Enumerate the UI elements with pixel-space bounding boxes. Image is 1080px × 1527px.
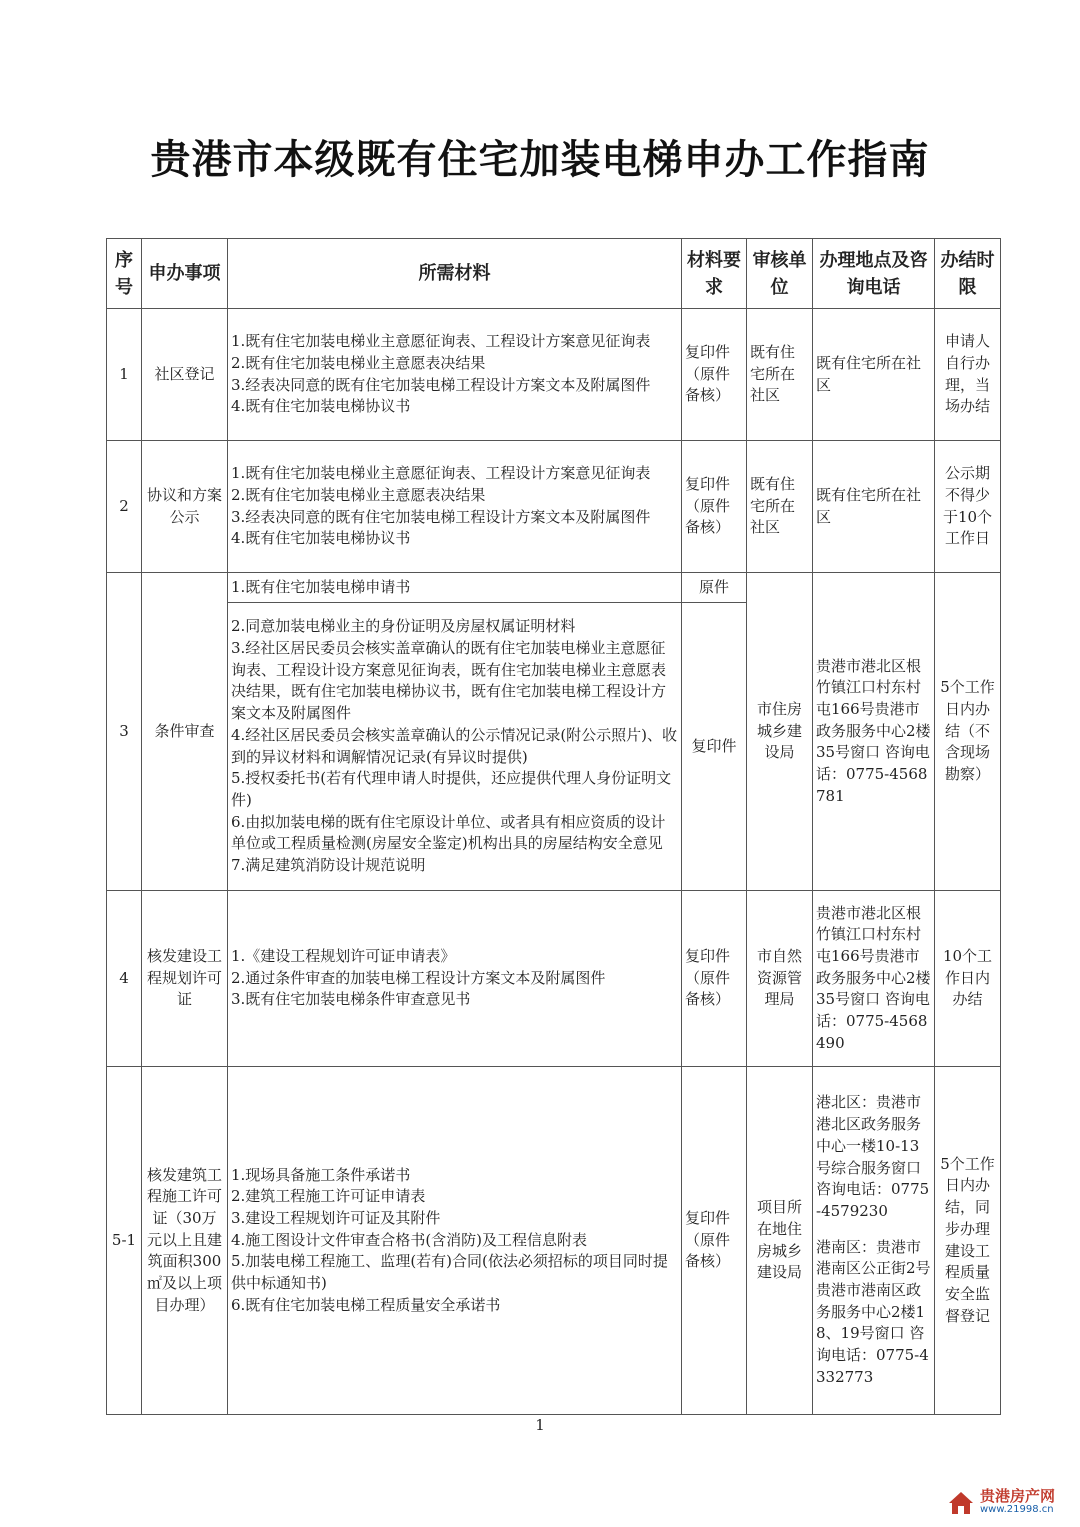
material-item: 2.通过条件审查的加装电梯工程设计方案文本及附属图件 — [231, 968, 606, 987]
material-item: 3.经表决同意的既有住宅加装电梯工程设计方案文本及附属图件 — [231, 507, 651, 526]
table-row — [107, 309, 1001, 441]
row-requirement: 复印件 — [682, 603, 747, 891]
header-requirement: 材料要求 — [682, 239, 747, 309]
row-location: 既有住宅所在社区 — [813, 441, 935, 573]
row-item: 社区登记 — [142, 309, 228, 441]
material-item: 4.既有住宅加装电梯协议书 — [231, 397, 411, 416]
material-item: 5.授权委托书(若有代理申请人时提供，还应提供代理人身份证明文件) — [231, 769, 672, 809]
row-requirement-first: 原件 — [682, 573, 747, 603]
row-deadline: 公示期不得少于10个工作日 — [935, 441, 1001, 573]
material-item: 4.既有住宅加装电梯协议书 — [231, 529, 411, 548]
row-materials — [228, 1067, 682, 1415]
guide-table — [106, 238, 1001, 1415]
row-location: 贵港市港北区根竹镇江口村东村屯166号贵港市政务服务中心2楼35号窗口 咨询电话：0775-4568490 — [813, 891, 935, 1067]
material-item: 1.现场具备施工条件承诺书 — [231, 1165, 411, 1184]
location-gangnan: 港南区：贵港市港南区公正街2号贵港市港南区政务服务中心2楼18、19号窗口 咨询电话：0775-4332773 — [816, 1237, 931, 1386]
table-row — [107, 441, 1001, 573]
material-item: 7.满足建筑消防设计规范说明 — [231, 856, 426, 875]
row-item: 协议和方案公示 — [142, 441, 228, 573]
row-seq: 3 — [107, 573, 142, 891]
table-row — [107, 891, 1001, 1067]
row-unit: 既有住宅所在社区 — [747, 309, 813, 441]
row-materials — [228, 891, 682, 1067]
row-deadline: 10个工作日内办结 — [935, 891, 1001, 1067]
material-item: 5.加装电梯工程施工、监理(若有)合同(依法必须招标的项目同时提供中标通知书) — [231, 1252, 668, 1293]
row-unit: 市自然资源管理局 — [747, 891, 813, 1067]
header-item: 申办事项 — [142, 239, 228, 309]
row-materials — [228, 441, 682, 573]
location-gangbei: 港北区：贵港市港北区政务服务中心一楼10-13号综合服务窗口 咨询电话：0775-4579230 — [816, 1093, 930, 1220]
material-item: 3.经表决同意的既有住宅加装电梯工程设计方案文本及附属图件 — [231, 375, 651, 394]
row-materials — [228, 309, 682, 441]
row-seq: 2 — [107, 441, 142, 573]
row-item: 核发建设工程规划许可证 — [142, 891, 228, 1067]
material-item: 1.《建设工程规划许可证申请表》 — [231, 946, 456, 965]
row-material-first: 1.既有住宅加装电梯申请书 — [228, 573, 682, 603]
material-item: 3.既有住宅加装电梯条件审查意见书 — [231, 990, 471, 1009]
material-item: 4.经社区居民委员会核实盖章确认的公示情况记录(附公示照片)、收到的异议材料和调解情况记录(有异议时提供) — [231, 725, 678, 766]
table-row — [107, 1067, 1001, 1415]
material-item: 3.建设工程规划许可证及其附件 — [231, 1208, 441, 1227]
material-item: 1.既有住宅加装电梯业主意愿征询表、工程设计方案意见征询表 — [231, 332, 651, 351]
row-requirement: 复印件（原件备核） — [682, 1067, 747, 1415]
row-location: 既有住宅所在社区 — [813, 309, 935, 441]
row-item: 核发建筑工程施工许可证（30万元以上且建筑面积300㎡及以上项目办理） — [142, 1067, 228, 1415]
row-location — [813, 1067, 935, 1415]
header-location: 办理地点及咨询电话 — [813, 239, 935, 309]
material-item: 2.既有住宅加装电梯业主意愿表决结果 — [231, 485, 486, 504]
row-location: 贵港市港北区根竹镇江口村东村屯166号贵港市政务服务中心2楼35号窗口 咨询电话：0775-4568781 — [813, 573, 935, 891]
watermark-name: 贵港房产网 — [980, 1487, 1056, 1505]
material-item: 6.由拟加装电梯的既有住宅原设计单位、或者具有相应资质的设计单位或工程质量检测(房屋安全鉴定)机构出具的房屋结构安全意见 — [231, 812, 666, 853]
row-seq: 4 — [107, 891, 142, 1067]
watermark-logo — [946, 1483, 1076, 1523]
row-seq: 5-1 — [107, 1067, 142, 1415]
row-requirement: 复印件（原件备核） — [682, 309, 747, 441]
row-seq: 1 — [107, 309, 142, 441]
row-unit: 既有住宅所在社区 — [747, 441, 813, 573]
row-unit: 项目所在地住房城乡建设局 — [747, 1067, 813, 1415]
table-row — [107, 573, 1001, 603]
row-deadline: 5个工作日内办结（不含现场勘察） — [935, 573, 1001, 891]
row-deadline: 5个工作日内办结，同步办理建设工程质量安全监督登记 — [935, 1067, 1001, 1415]
material-item: 2.建筑工程施工许可证申请表 — [231, 1187, 426, 1206]
page-number: 1 — [535, 1416, 545, 1434]
row-deadline: 申请人自行办理，当场办结 — [935, 309, 1001, 441]
material-item: 1.既有住宅加装电梯业主意愿征询表、工程设计方案意见征询表 — [231, 464, 651, 483]
material-item: 4.施工图设计文件审查合格书(含消防)及工程信息附表 — [231, 1230, 588, 1249]
row-item: 条件审查 — [142, 573, 228, 891]
material-item: 2.既有住宅加装电梯业主意愿表决结果 — [231, 353, 486, 372]
material-item: 6.既有住宅加装电梯工程质量安全承诺书 — [231, 1295, 501, 1314]
row-requirement: 复印件（原件备核） — [682, 441, 747, 573]
material-item: 2.同意加装电梯业主的身份证明及房屋权属证明材料 — [231, 617, 576, 636]
material-item: 3.经社区居民委员会核实盖章确认的既有住宅加装电梯业主意愿征询表、工程设计设方案意见征询表，既有住宅加装电梯业主意愿表决结果，既有住宅加装电梯协议书，既有住宅加装电梯工程设计方案文本及附属图件 — [231, 638, 667, 723]
row-requirement: 复印件（原件备核） — [682, 891, 747, 1067]
page-title: 贵港市本级既有住宅加装电梯申办工作指南 — [150, 136, 930, 183]
header-row — [107, 239, 1001, 309]
row-materials — [228, 603, 682, 891]
header-seq: 序号 — [107, 239, 142, 309]
header-deadline: 办结时限 — [935, 239, 1001, 309]
header-materials: 所需材料 — [228, 239, 682, 309]
header-unit: 审核单位 — [747, 239, 813, 309]
house-logo-icon — [946, 1487, 976, 1517]
row-unit: 市住房城乡建设局 — [747, 573, 813, 891]
watermark-url: www.21998.cn — [980, 1504, 1054, 1515]
